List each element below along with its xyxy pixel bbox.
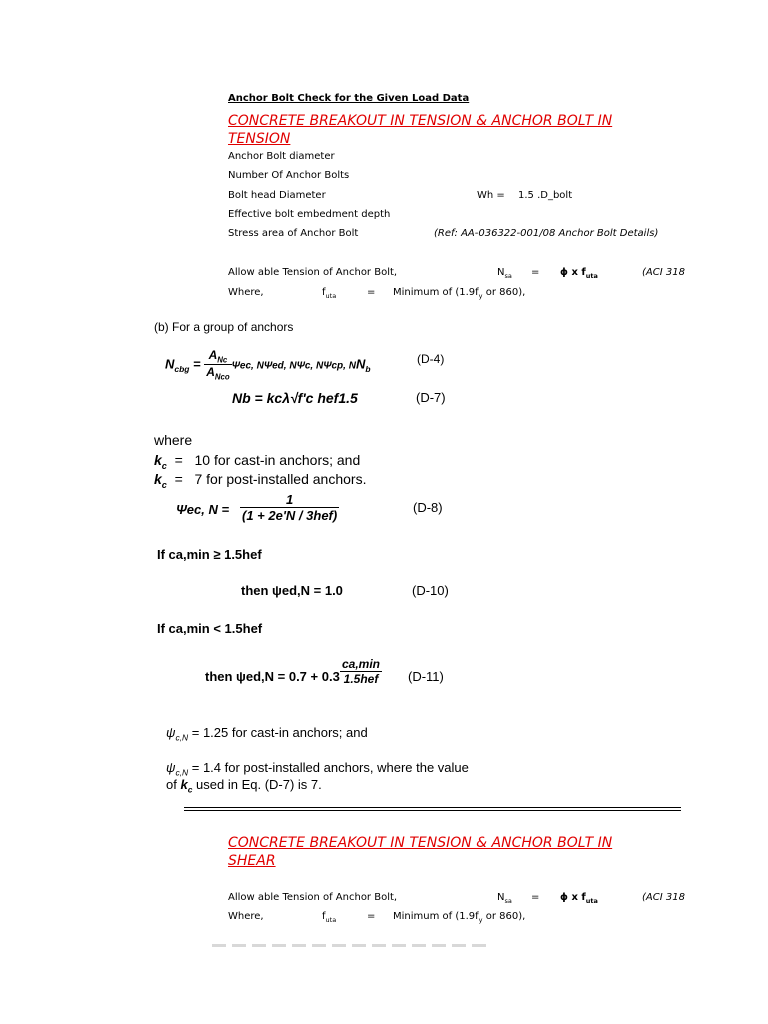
where-label: Where,	[228, 287, 264, 298]
wh-label: Wh =	[477, 190, 505, 201]
kc-cast-in: $k_c = 10$ for cast-in anchors; and	[154, 452, 361, 471]
futa-symbol: $f_{uta}$	[322, 287, 337, 300]
row-number-of-bolts: Number Of Anchor Bolts	[228, 170, 350, 181]
condition-1: If ca,min ≥ 1.5hef	[157, 547, 262, 562]
phi-formula: ϕ x $f_{uta}$	[560, 267, 598, 280]
section2-title-line2: SHEAR	[228, 853, 276, 869]
section-title-shear	[228, 834, 612, 870]
kc-post-installed: $k_c = 7$ for post-installed anchors.	[154, 471, 367, 490]
row-anchor-bolt-diameter: Anchor Bolt diameter	[228, 151, 335, 162]
psi-ec-label: Ψec, N =	[176, 502, 230, 517]
equals-sign: =	[531, 267, 540, 278]
psi-c-post-installed: $\psi_{c,N} = 1.4$ for post-installed anchors, where the value	[166, 760, 469, 778]
equation-d7: Nb = kcλ√f'c hef1.5	[232, 390, 358, 406]
eq-label-d7: (D-7)	[416, 390, 446, 405]
row-bolt-head-diameter: Bolt head Diameter	[228, 190, 326, 201]
allowable-tension-label-2: Allow able Tension of Anchor Bolt,	[228, 892, 398, 903]
wh-value: 1.5 .D_bolt	[518, 190, 573, 201]
row-embedment-depth: Effective bolt embedment depth	[228, 209, 391, 220]
equation-d11: then ψed,N = 0.7 + 0.3	[205, 669, 340, 684]
aci-reference-2: (ACI 318	[642, 892, 685, 903]
section-title-line2: TENSION	[228, 131, 291, 147]
separator-line-bottom	[184, 810, 681, 811]
futa-symbol-2: $f_{uta}$	[322, 911, 337, 924]
condition-2: If ca,min < 1.5hef	[157, 621, 263, 636]
where-text: where	[154, 432, 193, 448]
separator-line-top	[184, 807, 681, 808]
group-anchors-heading: (b) For a group of anchors	[154, 320, 294, 334]
kc-note: of $k_c$ used in Eq. (D-7) is 7.	[166, 777, 322, 795]
phi-formula-2: ϕ x $f_{uta}$	[560, 892, 598, 905]
section-title-line1: CONCRETE BREAKOUT IN TENSION & ANCHOR BOLT IN	[228, 113, 613, 129]
where-label-2: Where,	[228, 911, 264, 922]
minimum-text-2: Minimum of ($1.9f_y$ or 860),	[393, 911, 526, 924]
eq-label-d4: (D-4)	[417, 352, 445, 366]
row-stress-area: Stress area of Anchor Bolt	[228, 228, 359, 239]
equals-sign-2: =	[367, 287, 376, 298]
page-heading: Anchor Bolt Check for the Given Load Data	[228, 93, 470, 104]
eq-label-d11: (D-11)	[408, 669, 444, 684]
allowable-tension-label: Allow able Tension of Anchor Bolt,	[228, 267, 398, 278]
eq-label-d10: (D-10)	[412, 583, 449, 598]
ref-note: (Ref: AA-036322-001/08 Anchor Bolt Details)	[434, 228, 659, 239]
equation-d4: $N_{cbg}$ = $\frac{A_{Nc}}{A_{Nco}}$ Ψec, NΨed, NΨc, NΨcp, $NN_b$	[165, 348, 371, 382]
equation-d10: then ψed,N = 1.0	[241, 583, 343, 598]
section-title-tension	[228, 112, 612, 148]
equals-sign-4: =	[367, 911, 376, 922]
section2-title-line1: CONCRETE BREAKOUT IN TENSION & ANCHOR BOLT IN	[228, 835, 613, 851]
equation-d11-fraction: ca,min 1.5hef	[342, 657, 381, 686]
cutoff-text-fragment	[212, 944, 492, 947]
psi-c-cast-in: $\psi_{c,N} = 1.25$ for cast-in anchors; and	[166, 725, 368, 743]
nsa-symbol-2: $N_{sa}$	[497, 892, 512, 905]
equation-d8-fraction: 1 (1 + 2e'N / 3hef)	[242, 492, 338, 523]
minimum-text: Minimum of ($1.9f_y$ or 860),	[393, 287, 526, 300]
eq-label-d8: (D-8)	[413, 500, 443, 515]
equals-sign-3: =	[531, 892, 540, 903]
aci-reference: (ACI 318	[642, 267, 685, 278]
nsa-symbol: $N_{sa}$	[497, 267, 512, 280]
